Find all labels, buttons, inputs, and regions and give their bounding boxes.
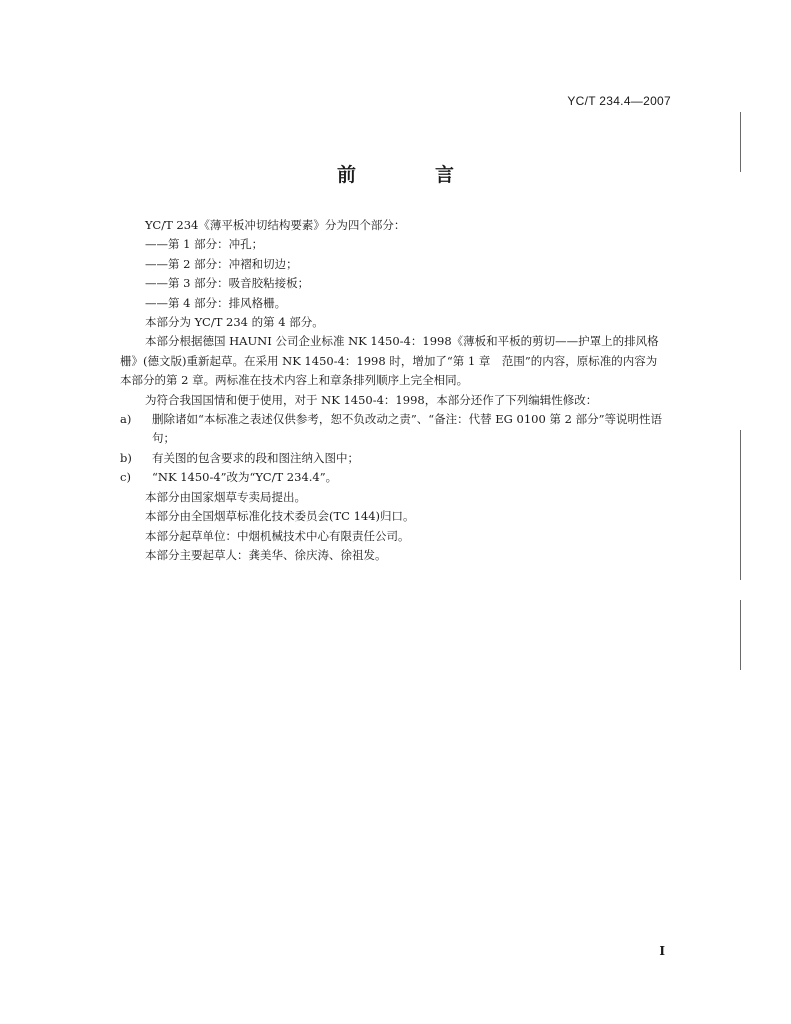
list-marker: b) [120,450,132,465]
page-title: 前 言 [336,164,484,186]
drafters-paragraph: 本部分主要起草人：龚美华、徐庆涛、徐祖发。 [145,547,387,562]
basis-paragraph-line-2: 栅》(德文版)重新起草。在采用 NK 1450-4：1998 时，增加了“第 1 章 范围”的内容，原标准的内容为 [120,353,658,368]
list-text: 有关图的包含要求的段和图注纳入图中； [152,450,359,465]
list-marker: a) [120,412,132,427]
part-item-3: ——第 3 部分：吸音胶粘接板； [145,276,310,291]
scan-edge-mark [740,430,741,580]
part-item-1: ——第 1 部分：冲孔； [145,237,264,252]
page-number: I [659,944,665,958]
list-text: 删除诸如“本标准之表述仅供参考，恕不负改动之责”、“备注：代替 EG 0100 第 2 部分”等说明性语句； [152,412,662,446]
document-body [120,216,665,565]
scope-paragraph: 本部分为 YC/T 234 的第 4 部分。 [145,315,324,330]
standard-code: YC/T 234.4—2007 [567,94,671,108]
list-marker: c) [120,470,131,485]
list-item [120,449,665,468]
intro-paragraph: YC/T 234《薄平板冲切结构要素》分为四个部分： [145,218,406,232]
list-item [120,468,665,487]
governing-body-paragraph: 本部分由全国烟草标准化技术委员会(TC 144)归口。 [145,509,415,524]
list-item [120,410,665,449]
basis-paragraph-line-3: 本部分的第 2 章。两标准在技术内容上和章条排列顺序上完全相同。 [120,373,469,388]
drafting-unit-paragraph: 本部分起草单位：中烟机械技术中心有限责任公司。 [145,528,410,543]
part-item-4: ——第 4 部分：排风格栅。 [145,295,287,310]
proposer-paragraph: 本部分由国家烟草专卖局提出。 [145,489,306,504]
list-text: “NK 1450-4”改为“YC/T 234.4”。 [152,470,338,485]
scan-edge-mark [740,112,741,172]
basis-paragraph-line-1: 本部分根据德国 HAUNI 公司企业标准 NK 1450-4：1998《薄板和平板的剪切——护罩上的排风格 [145,334,659,349]
modification-intro: 为符合我国国情和便于使用，对于 NK 1450-4：1998，本部分还作了下列编辑性修改： [145,392,598,407]
scan-edge-mark [740,600,741,670]
part-item-2: ——第 2 部分：冲褶和切边； [145,256,298,271]
